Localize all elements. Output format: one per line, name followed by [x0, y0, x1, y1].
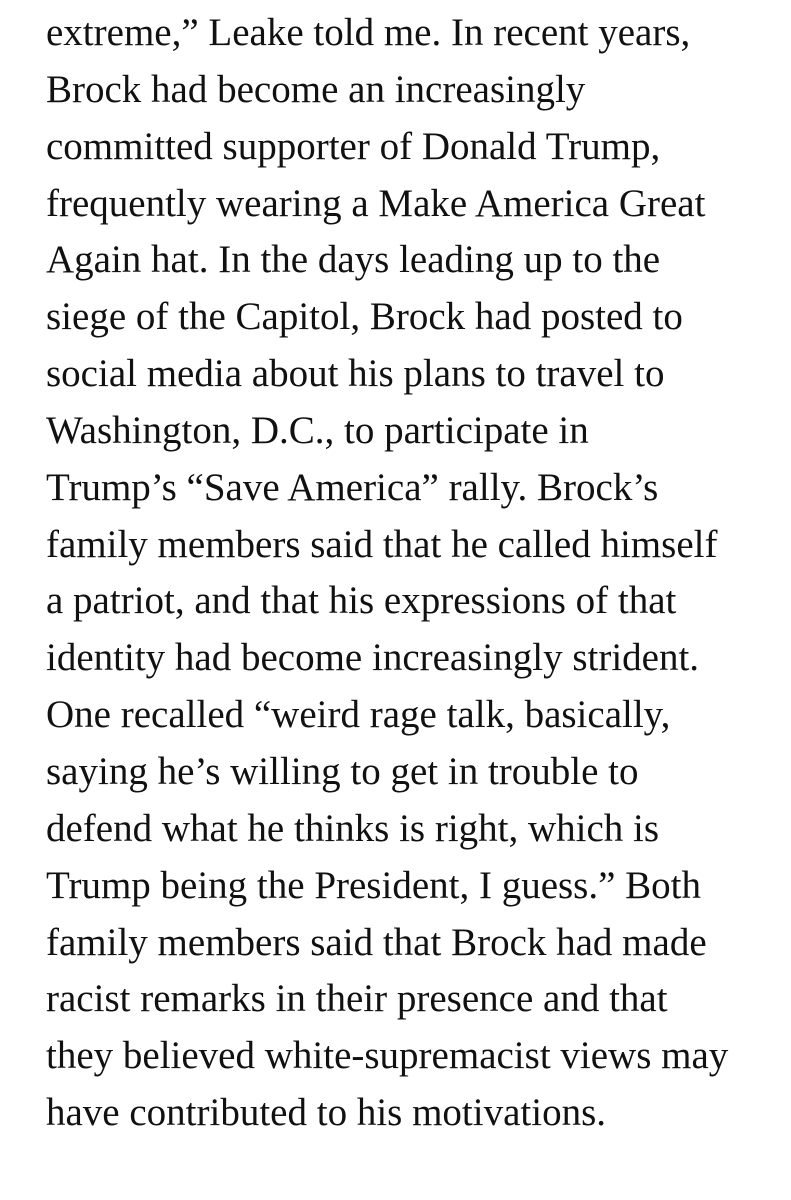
paragraph-line: saying he’s willing to get in trouble to [46, 749, 639, 793]
paragraph-line: Brock had become an increasingly [46, 67, 586, 111]
paragraph-line: extreme,” Leake told me. In recent years, [46, 11, 691, 54]
paragraph-line: siege of the Capitol, Brock had posted to [46, 295, 683, 339]
paragraph-line: have contributed to his motivations. [46, 1091, 606, 1135]
paragraph-line: family members said that he called himself [46, 522, 718, 566]
paragraph-line: frequently wearing a Make America Great [46, 181, 706, 225]
paragraph-line: Trump being the President, I guess.” Both [46, 863, 702, 907]
paragraph-line: identity had become increasingly strident. [46, 636, 700, 680]
paragraph-line: Again hat. In the days leading up to the [46, 238, 661, 282]
paragraph-line: defend what he thinks is right, which is [46, 806, 660, 850]
paragraph-line: One recalled “weird rage talk, basically, [46, 693, 671, 737]
paragraph-line: Trump’s “Save America” rally. Brock’s [46, 465, 659, 509]
paragraph-line: family members said that Brock had made [46, 920, 707, 964]
article-paragraph [46, 5, 786, 1142]
paragraph-line: social media about his plans to travel to [46, 352, 665, 396]
paragraph-line: committed supporter of Donald Trump, [46, 124, 661, 168]
paragraph-line: racist remarks in their presence and that [46, 977, 668, 1021]
paragraph-line: Washington, D.C., to participate in [46, 408, 589, 452]
paragraph-line: a patriot, and that his expressions of that [46, 579, 677, 623]
paragraph-line: they believed white-supremacist views may [46, 1034, 729, 1078]
